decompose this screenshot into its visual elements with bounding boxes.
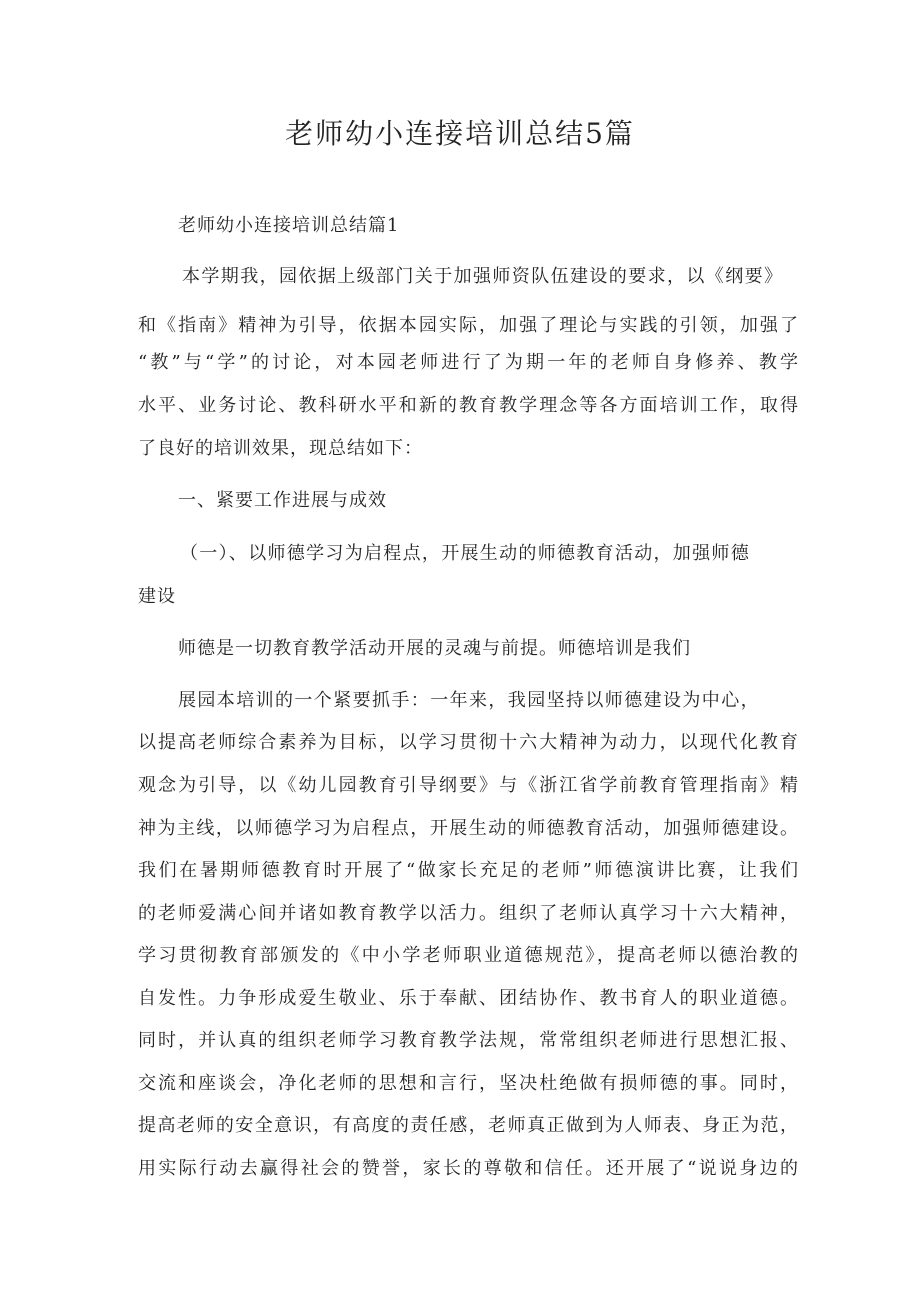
paragraph-line: 了良好的培训效果，现总结如下： [138, 438, 423, 459]
paragraph-line: 师德是一切教育教学活动开展的灵魂与前提。师德培训是我们 [178, 638, 691, 659]
paragraph-line: 的老师爱满心间并诸如教育教学以活力。组织了老师认真学习十六大精神， [138, 903, 798, 924]
paragraph-line: 提高老师的安全意识，有高度的责任感，老师真正做到为人师表、身正为范， [138, 1115, 798, 1136]
paragraph-line: 和《指南》精神为引导，依据本园实际，加强了理论与实践的引领，加强了 [138, 315, 798, 336]
subsection-heading-line: （一）、以师德学习为启程点，开展生动的师德教育活动，加强师德 [180, 543, 750, 564]
paragraph-line: 同时，并认真的组织老师学习教育教学法规，常常组织老师进行思想汇报、 [138, 1030, 798, 1051]
paragraph-line: 展园本培训的一个紧要抓手：一年来，我园坚持以师德建设为中心， [178, 690, 760, 711]
section-subheading: 一、紧要工作进展与成效 [178, 490, 387, 511]
paragraph-line: 自发性。力争形成爱生敬业、乐于奉献、团结协作、教书育人的职业道德。 [138, 988, 798, 1009]
paragraph-line: 我们在暑期师德教育时开展了“做家长充足的老师”师德演讲比赛，让我们 [138, 860, 798, 881]
paragraph-line: 观念为引导，以《幼儿园教育引导纲要》与《浙江省学前教育管理指南》精 [138, 775, 798, 796]
paragraph-line: “教”与“学”的讨论，对本园老师进行了为期一年的老师自身修养、教学 [138, 352, 798, 373]
paragraph-line: 用实际行动去赢得社会的赞誉，家长的尊敬和信任。还开展了“说说身边的 [138, 1158, 798, 1179]
subsection-heading-line: 建设 [138, 586, 176, 607]
paragraph-line: 交流和座谈会，净化老师的思想和言行，坚决杜绝做有损师德的事。同时， [138, 1073, 798, 1094]
paragraph-line: 神为主线，以师德学习为启程点，开展生动的师德教育活动，加强师德建设。 [138, 818, 798, 839]
paragraph-line: 学习贯彻教育部颁发的《中小学老师职业道德规范》，提高老师以德治教的 [138, 945, 798, 966]
paragraph-line: 水平、业务讨论、教科研水平和新的教育教学理念等各方面培训工作，取得 [138, 395, 798, 416]
paragraph-line: 本学期我，园依据上级部门关于加强师资队伍建设的要求，以《纲要》 [182, 266, 784, 287]
section-heading: 老师幼小连接培训总结篇1 [178, 215, 400, 236]
document-title: 老师幼小连接培训总结5篇 [285, 117, 635, 150]
paragraph-line: 以提高老师综合素养为目标，以学习贯彻十六大精神为动力，以现代化教育 [138, 732, 798, 753]
